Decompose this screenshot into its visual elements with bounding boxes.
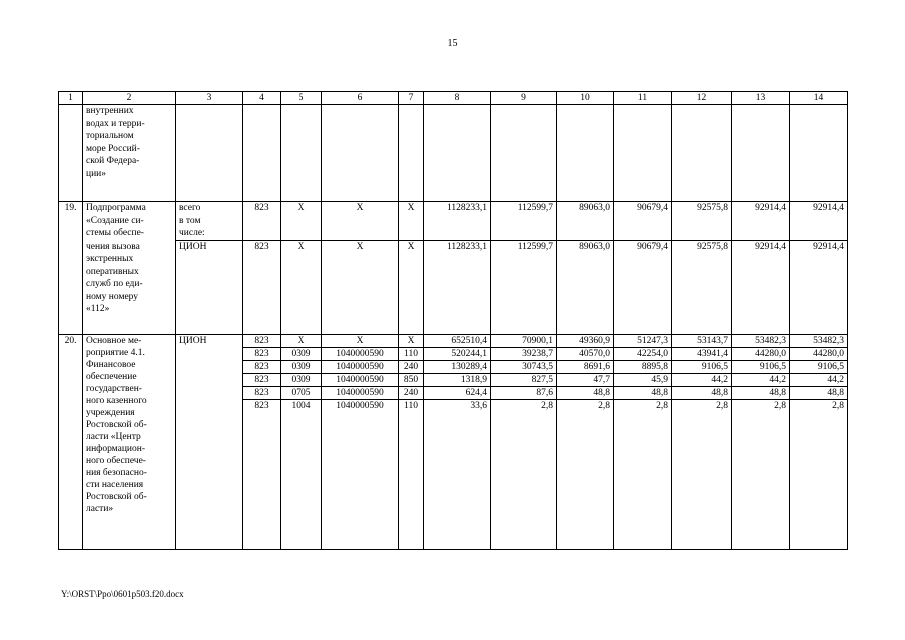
name-line: ному номеру: [86, 291, 139, 302]
vr-cell: Х: [399, 335, 424, 348]
vr-cell: 240: [399, 387, 424, 400]
executor-cell: ЦИОН: [176, 335, 243, 550]
year-cell: 51247,3: [614, 335, 672, 348]
grbs-cell: 823: [243, 335, 281, 348]
csr-cell: 1040000590: [322, 387, 399, 400]
name-line: водах и терри-: [86, 118, 145, 129]
header-cell: 1: [59, 92, 83, 105]
row-number-cell: 19.: [59, 202, 83, 241]
empty-cell: [424, 105, 491, 202]
file-path-footer: Y:\ORST\Ppo\0601p503.f20.docx: [61, 589, 184, 599]
year-cell: 92914,4: [732, 202, 790, 241]
rzpr-cell: 0705: [281, 387, 322, 400]
empty-cell: [557, 105, 614, 202]
executor-line: числе:: [179, 228, 205, 239]
measure-name-cell: [83, 202, 176, 241]
csr-cell: Х: [322, 241, 399, 335]
header-cell: 5: [281, 92, 322, 105]
name-line: Основное ме-: [86, 336, 142, 346]
year-cell: 2,8: [614, 400, 672, 550]
name-line: экстренных: [86, 254, 134, 265]
vr-cell: 110: [399, 400, 424, 550]
year-cell: 90679,4: [614, 202, 672, 241]
page-number: 15: [447, 38, 458, 49]
year-cell: 2,8: [491, 400, 557, 550]
name-line: обеспечение: [86, 372, 137, 382]
executor-line: в том: [179, 215, 201, 226]
name-line: учреждения: [86, 408, 135, 418]
year-cell: 53482,3: [790, 335, 848, 348]
name-line: внутренних: [86, 106, 134, 116]
empty-cell: [281, 105, 322, 202]
year-cell: 44,2: [732, 374, 790, 387]
year-cell: 40570,0: [557, 348, 614, 361]
measure-name-cell: [83, 335, 176, 550]
year-cell: 44,2: [672, 374, 732, 387]
year-cell: 2,8: [790, 400, 848, 550]
header-cell: 2: [83, 92, 176, 105]
header-cell: 6: [322, 92, 399, 105]
name-line: «Создание си-: [86, 215, 144, 226]
rzpr-cell: 0309: [281, 361, 322, 374]
year-cell: 92914,4: [790, 241, 848, 335]
vr-cell: Х: [399, 202, 424, 241]
year-cell: 47,7: [557, 374, 614, 387]
header-cell: 9: [491, 92, 557, 105]
year-cell: 48,8: [732, 387, 790, 400]
name-line: Ростовской об-: [86, 492, 147, 502]
grbs-cell: 823: [243, 400, 281, 550]
year-cell: 48,8: [557, 387, 614, 400]
vr-cell: 850: [399, 374, 424, 387]
row-20-line: [59, 335, 848, 348]
row-19-executor: [59, 241, 848, 335]
name-line: ласти»: [86, 504, 114, 514]
year-cell: 8691,6: [557, 361, 614, 374]
total-cell: 33,6: [424, 400, 491, 550]
name-line: ного казенного: [86, 396, 147, 406]
header-cell: 8: [424, 92, 491, 105]
budget-table: [58, 91, 848, 550]
row-19-total: [59, 202, 848, 241]
total-cell: 130289,4: [424, 361, 491, 374]
year-cell: 53482,3: [732, 335, 790, 348]
year-cell: 92575,8: [672, 202, 732, 241]
empty-cell: [322, 105, 399, 202]
year-cell: 45,9: [614, 374, 672, 387]
csr-cell: 1040000590: [322, 400, 399, 550]
empty-cell: [790, 105, 848, 202]
empty-cell: [732, 105, 790, 202]
name-line: ного обеспече-: [86, 456, 146, 466]
name-line: море Россий-: [86, 143, 140, 154]
header-cell: 10: [557, 92, 614, 105]
header-cell: 3: [176, 92, 243, 105]
year-cell: 48,8: [672, 387, 732, 400]
year-cell: 53143,7: [672, 335, 732, 348]
year-cell: 2,8: [557, 400, 614, 550]
year-cell: 44,2: [790, 374, 848, 387]
name-line: сти населения: [86, 480, 144, 490]
total-cell: 1128233,1: [424, 202, 491, 241]
grbs-cell: 823: [243, 387, 281, 400]
year-cell: 92914,4: [790, 202, 848, 241]
total-cell: 1128233,1: [424, 241, 491, 335]
vr-cell: 240: [399, 361, 424, 374]
name-line: ториальном: [86, 131, 134, 142]
row-number-cell: [59, 241, 83, 335]
grbs-cell: 823: [243, 348, 281, 361]
total-cell: 520244,1: [424, 348, 491, 361]
name-line: ции»: [86, 168, 107, 179]
csr-cell: 1040000590: [322, 374, 399, 387]
executor-cell: ЦИОН: [176, 241, 243, 335]
rzpr-cell: Х: [281, 335, 322, 348]
year-cell: 70900,1: [491, 335, 557, 348]
vr-cell: 110: [399, 348, 424, 361]
year-cell: 89063,0: [557, 202, 614, 241]
year-cell: 92914,4: [732, 241, 790, 335]
total-cell: 624,4: [424, 387, 491, 400]
csr-cell: 1040000590: [322, 348, 399, 361]
grbs-cell: 823: [243, 361, 281, 374]
csr-cell: Х: [322, 202, 399, 241]
csr-cell: Х: [322, 335, 399, 348]
measure-name-cell: [83, 241, 176, 335]
continuation-row: [59, 105, 848, 202]
empty-cell: [614, 105, 672, 202]
year-cell: 30743,5: [491, 361, 557, 374]
name-line: Ростовской об-: [86, 420, 147, 430]
name-line: ласти «Центр: [86, 432, 141, 442]
total-cell: 1318,9: [424, 374, 491, 387]
year-cell: 92575,8: [672, 241, 732, 335]
empty-cell: [399, 105, 424, 202]
row-number-cell: 20.: [59, 335, 83, 550]
year-cell: 9106,5: [672, 361, 732, 374]
header-row: [59, 92, 848, 105]
year-cell: 87,6: [491, 387, 557, 400]
total-cell: 652510,4: [424, 335, 491, 348]
header-cell: 14: [790, 92, 848, 105]
rzpr-cell: 1004: [281, 400, 322, 550]
empty-cell: [672, 105, 732, 202]
row-number-cell: [59, 105, 83, 202]
year-cell: 8895,8: [614, 361, 672, 374]
year-cell: 42254,0: [614, 348, 672, 361]
rzpr-cell: Х: [281, 202, 322, 241]
name-line: роприятие 4.1.: [86, 348, 145, 358]
grbs-cell: 823: [243, 241, 281, 335]
csr-cell: 1040000590: [322, 361, 399, 374]
year-cell: 39238,7: [491, 348, 557, 361]
executor-line: всего: [179, 203, 201, 213]
empty-cell: [243, 105, 281, 202]
year-cell: 827,5: [491, 374, 557, 387]
header-cell: 13: [732, 92, 790, 105]
year-cell: 43941,4: [672, 348, 732, 361]
grbs-cell: 823: [243, 374, 281, 387]
rzpr-cell: 0309: [281, 348, 322, 361]
empty-cell: [176, 105, 243, 202]
header-cell: 7: [399, 92, 424, 105]
measure-name-cell: [83, 105, 176, 202]
header-cell: 11: [614, 92, 672, 105]
year-cell: 112599,7: [491, 202, 557, 241]
rzpr-cell: Х: [281, 241, 322, 335]
empty-cell: [491, 105, 557, 202]
name-line: стемы обеспе-: [86, 228, 144, 239]
header-cell: 12: [672, 92, 732, 105]
year-cell: 44280,0: [790, 348, 848, 361]
header-cell: 4: [243, 92, 281, 105]
name-line: Финансовое: [86, 360, 136, 370]
year-cell: 90679,4: [614, 241, 672, 335]
name-line: чения вызова: [86, 241, 140, 252]
grbs-cell: 823: [243, 202, 281, 241]
name-line: ской Федера-: [86, 156, 140, 167]
year-cell: 89063,0: [557, 241, 614, 335]
year-cell: 9106,5: [790, 361, 848, 374]
name-line: Подпрограмма: [86, 203, 146, 213]
name-line: служб по еди-: [86, 279, 143, 290]
year-cell: 48,8: [614, 387, 672, 400]
year-cell: 48,8: [790, 387, 848, 400]
name-line: «112»: [86, 304, 110, 315]
year-cell: 2,8: [672, 400, 732, 550]
vr-cell: Х: [399, 241, 424, 335]
rzpr-cell: 0309: [281, 374, 322, 387]
year-cell: 9106,5: [732, 361, 790, 374]
year-cell: 112599,7: [491, 241, 557, 335]
year-cell: 2,8: [732, 400, 790, 550]
name-line: государствен-: [86, 384, 142, 394]
executor-cell: [176, 202, 243, 241]
name-line: ния безопасно-: [86, 468, 147, 478]
year-cell: 44280,0: [732, 348, 790, 361]
name-line: информацион-: [86, 444, 146, 454]
year-cell: 49360,9: [557, 335, 614, 348]
name-line: оперативных: [86, 266, 139, 277]
